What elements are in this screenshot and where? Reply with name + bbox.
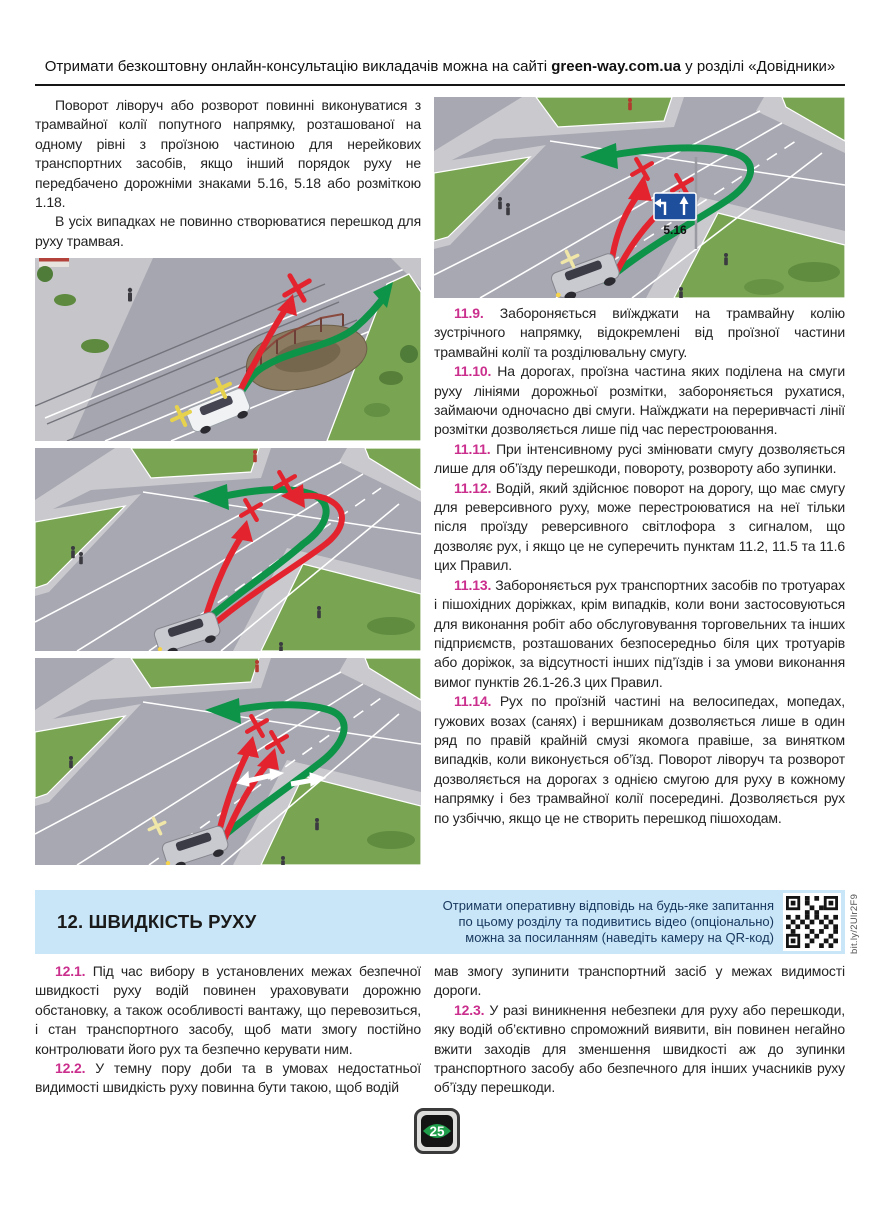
pedestrian-icon	[71, 546, 75, 558]
pedestrian-icon	[679, 287, 683, 298]
pedestrian-icon	[315, 818, 319, 830]
rule-number: 12.3.	[454, 1001, 485, 1018]
pedestrian-icon	[506, 203, 510, 215]
rule-text: При інтенсивному русі змінювати смугу дозволяється лише для об’їзду перешкоди, повороту, розвороту або зупинки.	[434, 440, 845, 477]
rule-number: 11.11.	[454, 440, 491, 457]
rule-number: 12.2.	[55, 1060, 86, 1077]
figure-intersection-uturn-wrong-lane	[35, 448, 421, 651]
rule-number: 11.13.	[454, 576, 492, 593]
pedestrian-icon	[498, 197, 502, 209]
rule-number: 11.14.	[454, 693, 492, 710]
page-header	[35, 58, 845, 75]
rule-text: У темну пору доби та в умовах недостатньої видимості швидкість руху повинна бути такою, щоб водій	[35, 1060, 421, 1096]
intro-paragraph-2: В усіх випадках не повинно створюватися перешкод для руху трамвая.	[35, 213, 421, 249]
header-divider	[35, 84, 845, 86]
rule-number: 12.1.	[55, 963, 86, 979]
bottom-left-column	[35, 962, 421, 1098]
qr-note-line-1: Отримати оперативну відповідь на будь-яке запитання	[442, 898, 774, 913]
rule-paragraph	[434, 1001, 845, 1098]
rule-paragraph	[434, 304, 845, 362]
header-text-after: у розділі «Довідники»	[681, 58, 836, 75]
bottom-right-column	[434, 962, 845, 1098]
qr-note-line-2: по цьому розділу та подивитись відео (опціонально)	[458, 914, 774, 929]
rule-paragraph	[35, 1059, 421, 1098]
bottom-columns	[35, 962, 845, 1098]
obstacle-detour-illustration	[35, 258, 421, 441]
qr-code-icon	[783, 893, 841, 951]
pedestrian-icon	[281, 856, 285, 865]
rule-paragraph	[434, 576, 845, 692]
right-column	[434, 96, 845, 828]
qr-note	[443, 898, 774, 946]
left-column	[35, 96, 421, 865]
rule-text: У разі виникнення небезпеки для руху або перешкоди, яку водій об’єктивно спроможний виявити, він повинен негайно вжити заходів для зменшення швидкості аж до зупинки транспортного засобу або безпечного для інших учасників руху об’їзду перешкоди.	[434, 1001, 845, 1096]
pedestrian-icon	[255, 660, 259, 672]
main-columns	[35, 96, 845, 865]
intersection-markings-illustration	[35, 658, 421, 865]
rule-number: 11.12.	[454, 479, 492, 496]
rule-paragraph	[434, 362, 845, 440]
figure-obstacle-detour	[35, 258, 421, 441]
rule-paragraph	[434, 692, 845, 828]
header-site-name: green-way.com.ua	[551, 58, 681, 75]
pedestrian-icon	[279, 642, 283, 651]
rule-paragraph	[35, 962, 421, 1059]
qr-short-link: bit.ly/2Ulr2F9	[849, 893, 860, 954]
intro-paragraph-1: Поворот ліворуч або розворот повинні виконуватися з трамвайної колії попутного напрямку, розташованої на одному рівні з проїзною частиною для нерейкових транспортних засобів, якщо інший порядок руху не передбачено дорожніми знаками 5.16, 5.18 або розміткою 1.18.	[35, 97, 421, 211]
sign-label: 5.16	[663, 223, 687, 237]
pedestrian-icon	[317, 606, 321, 618]
figure-intersection-uturn-markings	[35, 658, 421, 865]
pedestrian-icon	[724, 253, 728, 265]
figure-intersection-sign-5-16	[434, 97, 845, 298]
pedestrian-icon	[79, 552, 83, 564]
pedestrian-icon	[128, 288, 132, 302]
section-12-band	[35, 890, 860, 954]
rule-text: На дорогах, проїзна частина яких поділена на смуги руху лініями дорожньої розмітки, забороняється рухатися, займаючи одночасно дві смуги. Наїжджати на переривчасті лінії розмітки дозволяється лише під час перестроювання.	[434, 363, 845, 438]
pedestrian-icon	[253, 450, 257, 462]
intersection-sign-illustration	[434, 97, 845, 298]
header-text-before: Отримати безкоштовну онлайн-консультацію викладачів можна на сайті	[44, 58, 552, 75]
pedestrian-icon	[69, 756, 73, 768]
page-number: 25	[429, 1124, 445, 1139]
rule-number: 11.9.	[454, 305, 484, 321]
pedestrian-icon	[628, 98, 632, 110]
qr-note-line-3: можна за посиланням (наведіть камеру на QR-код)	[465, 930, 774, 945]
page-number-badge	[414, 1108, 460, 1154]
rule-paragraph	[434, 479, 845, 576]
rule-text: Під час вибору в установлених межах безпечної швидкості руху водій повинен ураховувати дорожню обстановку, а також особливості вантажу, що перевозиться, і стан транспортного засобу, щоб мати змогу постійно контролювати його рух та безпечно керувати ним.	[35, 963, 421, 1057]
section-title: 12. ШВИДКІСТЬ РУХУ	[57, 911, 257, 932]
rule-number: 11.10.	[454, 363, 492, 380]
rule-text: Водій, який здійснює поворот на дорогу, що має смугу для реверсивного руху, може перестроюватися на неї тільки після проїзду реверсивного світлофора з сигналом, що дозволяє рух, і якщо це не суперечить пунктам 11.2, 11.5 та 11.6 цих Правил.	[434, 479, 845, 574]
rule-text: Забороняється рух транспортних засобів по тротуарах і пішохідних доріжках, крім випадків, коли вони застосовуються для виконання робіт або обслуговування торговельних та інших підприємств, розташованих безпосередньо біля цих тротуарів або доріжок, за відсутності інших під’їздів і за умови виконання вимог пунктів 26.1-26.3 цих Правил.	[434, 576, 845, 690]
rule-paragraph-continuation: мав змогу зупинити транспортний засіб у межах видимості дороги.	[434, 963, 845, 999]
rule-text: Забороняється виїжджати на трамвайну колію зустрічного напрямку, відокремлені від проїзної частини трамвайні колії та розділювальну смугу.	[434, 305, 845, 360]
rule-text: Рух по проїзній частині на велосипедах, мопедах, гужових возах (санях) і вершникам дозволяється лише в один ряд по правій крайній смузі якомога правіше, за винятком випадків, коли виконується об’їзд. Поворот ліворуч та розворот дозволяється на дорогах з однією смугою для руху в кожному напрямку і без трамвайної колії посередині. Дозволяється рух по узбіччю, якщо це не створить перешкод пішоходам.	[434, 693, 845, 826]
rule-paragraph	[434, 440, 845, 479]
intersection-uturn-illustration	[35, 448, 421, 651]
